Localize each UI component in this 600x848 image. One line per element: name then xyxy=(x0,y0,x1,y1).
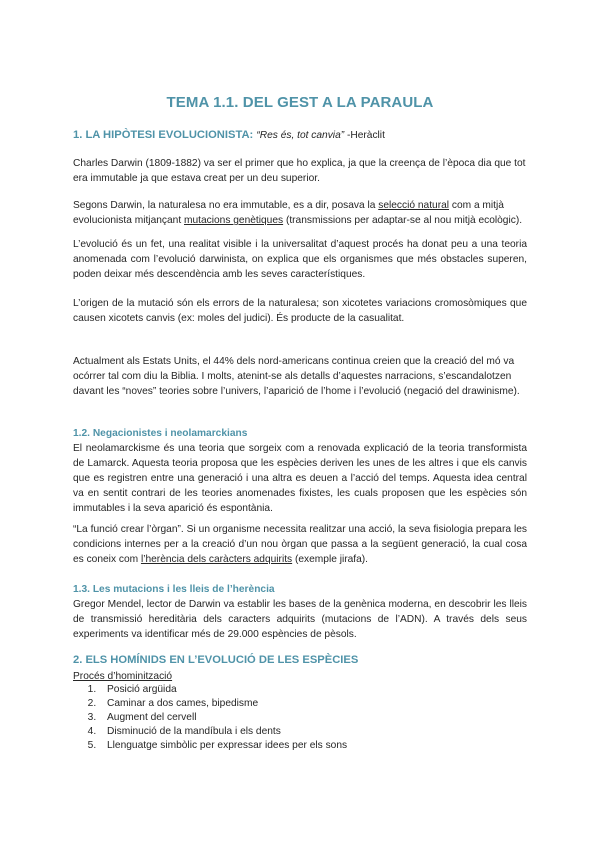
underlined-term: selecció natural xyxy=(378,200,450,211)
paragraph: Gregor Mendel, lector de Darwin va establir les bases de la genènica moderna, en descobrir les lleis de transmissió hereditària dels caracters adquirits (mutacions de l’ADN). A través dels seus experiments va identificar més de 29.000 espències de pèsols. xyxy=(73,599,527,640)
list-item: 5. Llenguatge simbòlic per expressar idees per els sons xyxy=(99,739,527,753)
section-1-title: 1. LA HIPÒTESI EVOLUCIONISTA: xyxy=(73,129,254,141)
paragraph: L’origen de la mutació són els errors de la naturalesa; son xicotetes variacions cromosòmiques que causen xicotets canvis (ex: moles del judici). És producte de la casualitat. xyxy=(73,298,527,324)
underlined-term: l’herència dels caràcters adquirits xyxy=(140,554,293,565)
section-2-heading: 2. ELS HOMÍNIDS EN L’EVOLUCIÓ DE LES ESPÈCIES xyxy=(73,654,359,666)
section-1-author: -Heràclit xyxy=(344,130,385,141)
page-title: TEMA 1.1. DEL GEST A LA PARAULA xyxy=(166,94,434,111)
list-item: 2. Caminar a dos cames, bipedisme xyxy=(99,697,527,711)
paragraph: Segons Darwin, la naturalesa no era immutable, es a dir, posava la selecció natural com a mitjà evolucionista mitjançant mutacions genètiques (transmissions per adaptar-se al nou mitjà ecològic). xyxy=(73,200,523,226)
underlined-term: mutacions genètiques xyxy=(184,215,284,226)
section-1-quote: “Res és, tot canvia” xyxy=(256,130,345,141)
section-1-2-heading: 1.2. Negacionistes i neolamarckians xyxy=(73,428,248,439)
list-item: 4. Disminució de la mandíbula i els dents xyxy=(99,725,527,739)
paragraph: “La funció crear l’òrgan”. Si un organisme necessita realitzar una acció, la seva fisiologia prepara les condicions internes per a la creació d’un nou òrgan que passa a la següent generació, la cual cosa es coneix com l’herència dels caràcters adquirits (exemple jirafa). xyxy=(73,524,527,565)
paragraph: Charles Darwin (1809-1882) va ser el primer que ho explica, ja que la creença de l’època dia que tot era immutable ja que estava creat per un deu superior. xyxy=(73,158,526,184)
paragraph: El neolamarckisme és una teoria que sorgeix com a renovada explicació de la teoria transformista de Lamarck. Aquesta teoria proposa que les espècies deriven les unes de les altres i que els canvis que es registren entre una generació i una altra es deuen a l’acció del temps. Aquesta idea central va en sentit contrari de les teories anomenades fixistes, les cuals proposen que les espècies són immutables i la seva aparició és espontània. xyxy=(73,443,527,514)
section-1-3-heading: 1.3. Les mutacions i les lleis de l’herència xyxy=(73,584,275,595)
section-2-subheading: Procés d’hominització xyxy=(73,671,173,682)
list-item: 1. Posició argüida xyxy=(99,683,527,697)
paragraph: Actualment als Estats Units, el 44% dels nord-americans continua creien que la creació del mó va ocórrer tal com diu la Biblia. I molts, atenint-se als detalls d’aquestes narracions, s’escandalotzen davant les “noves” teories sobre l’univers, l’aparició de l’home i l’evolució (negació del drawinisme). xyxy=(73,356,520,397)
section-1-heading xyxy=(73,128,527,143)
hominization-list xyxy=(73,683,527,753)
paragraph: L’evolució és un fet, una realitat visible i la universalitat d’aquest procés ha donat peu a una teoria anomenada com l’evolució darwinista, on explica que els organismes que més obstacles superen, poden deixar més descendència amb les seves característiques. xyxy=(73,239,527,280)
list-item: 3. Augment del cervell xyxy=(99,711,527,725)
